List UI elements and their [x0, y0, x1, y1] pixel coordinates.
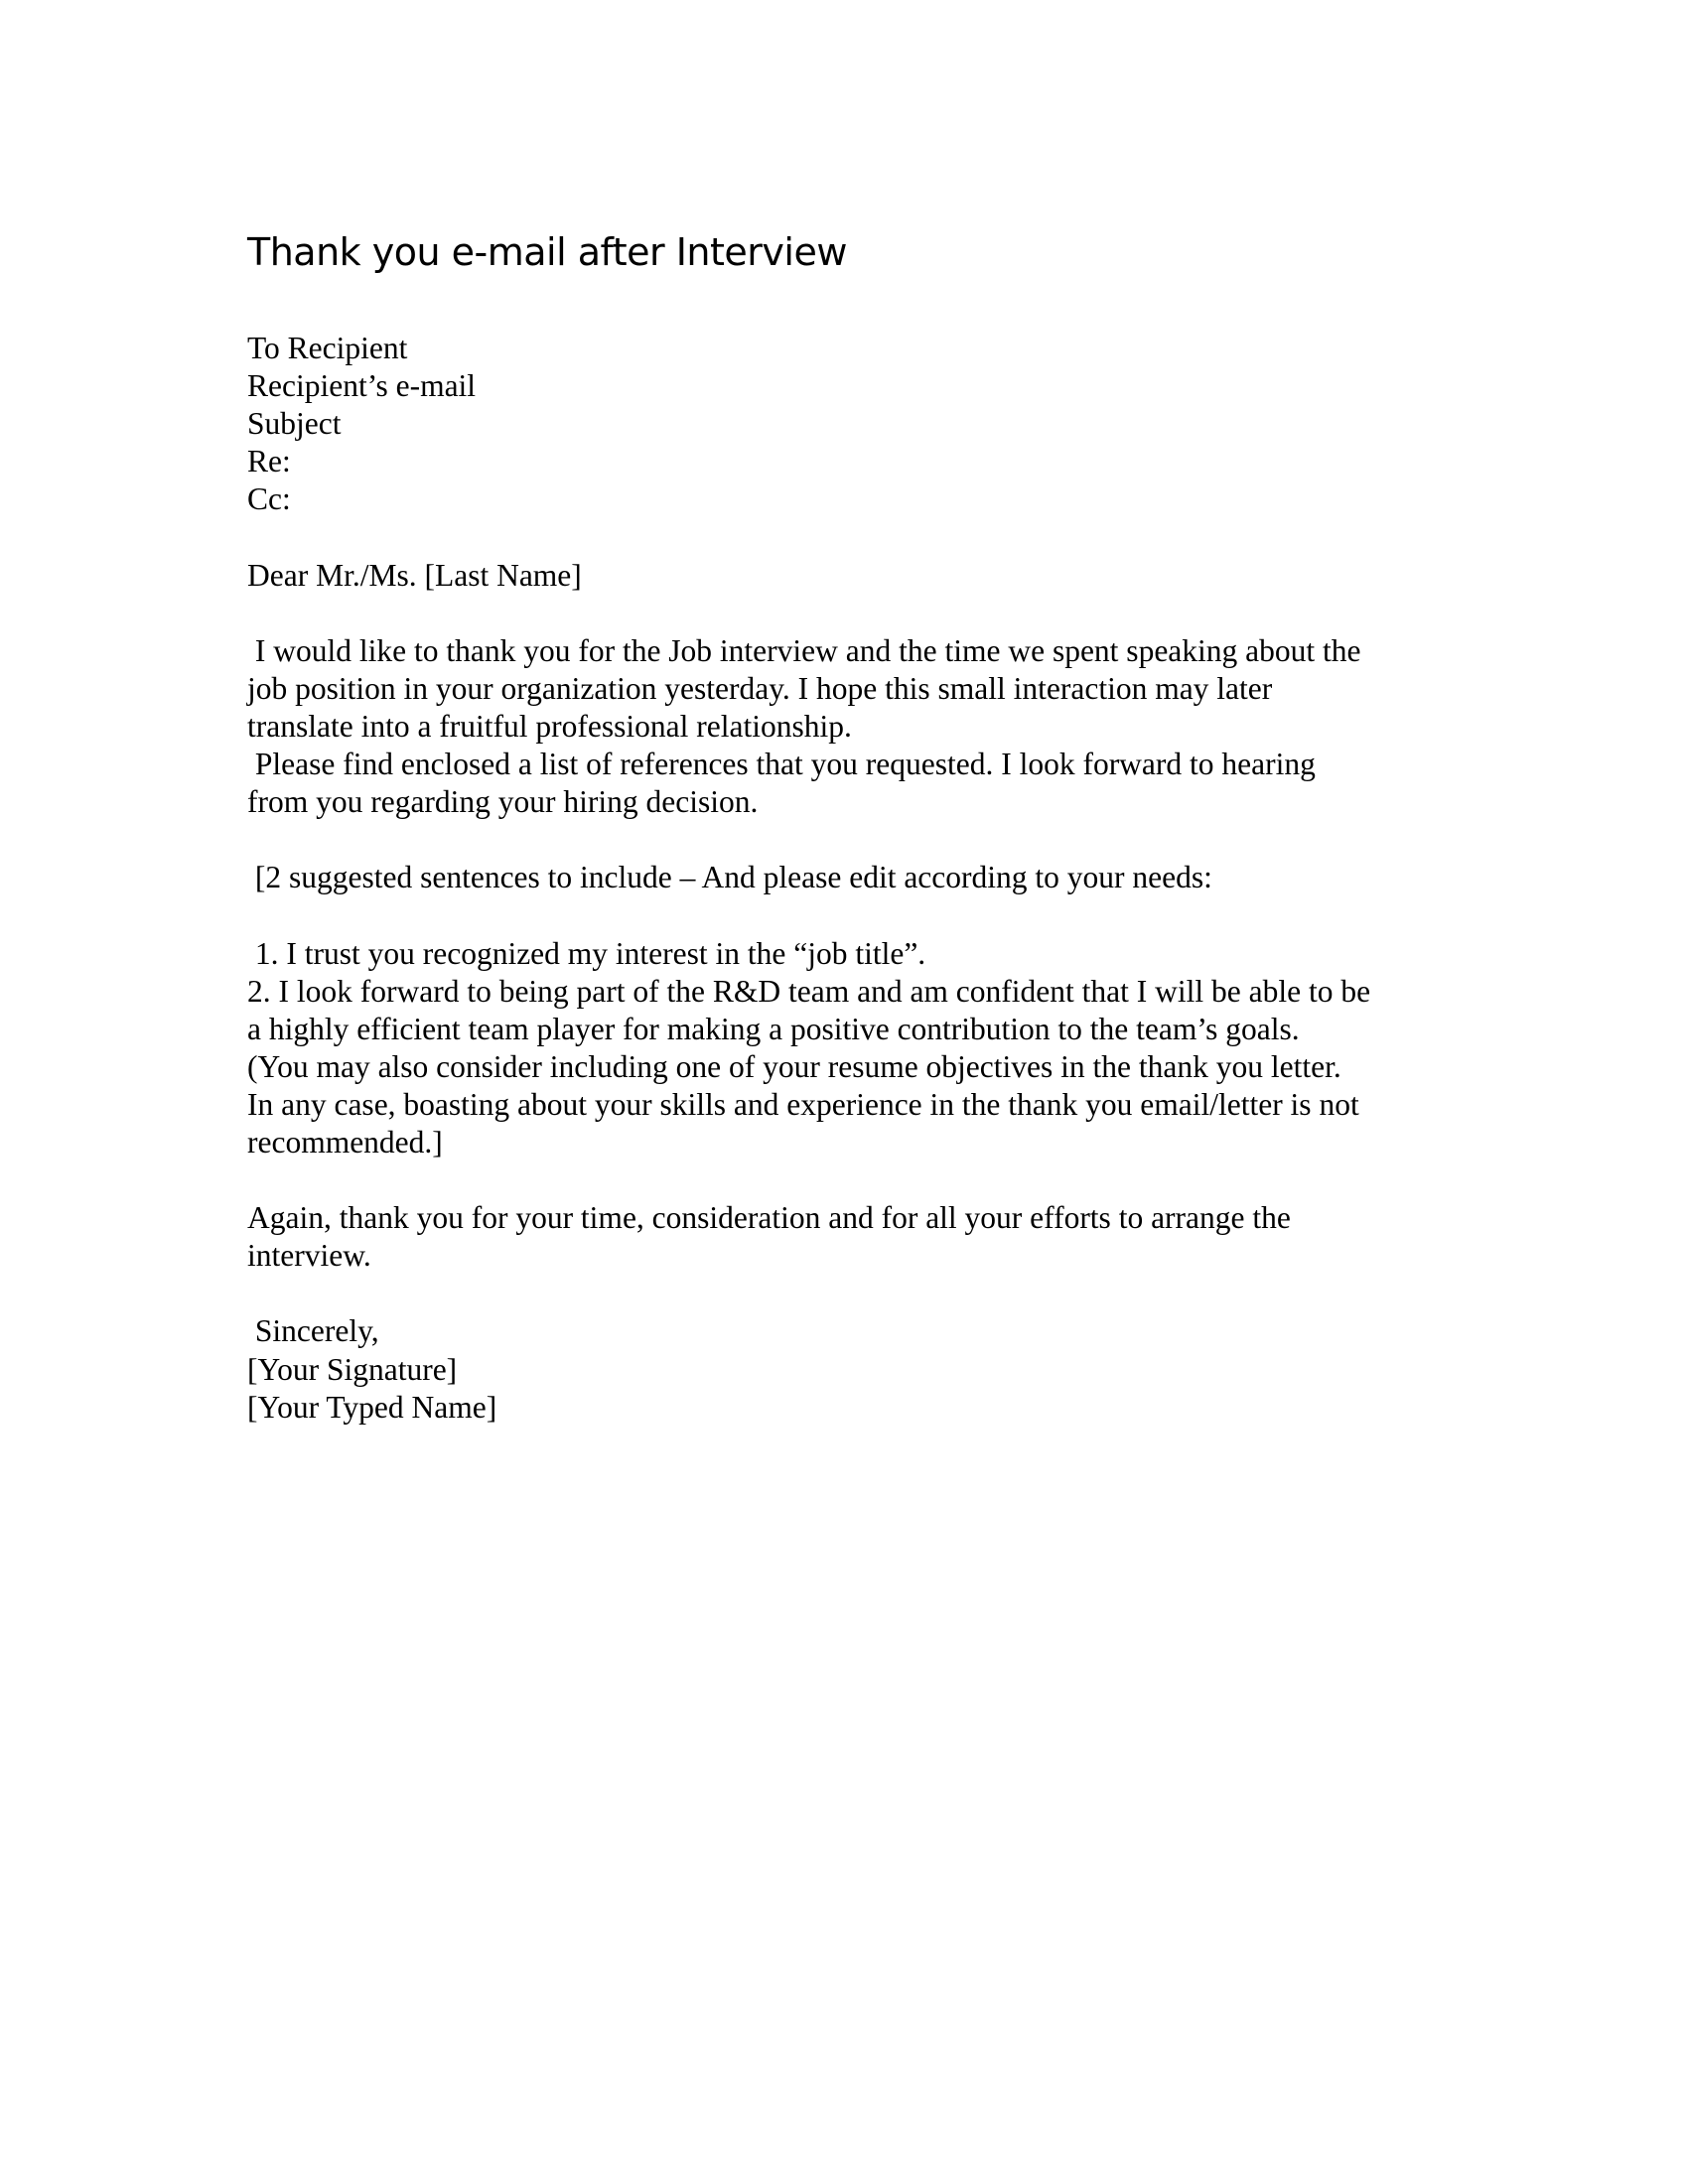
suggestion-line: (You may also consider including one of your resume objectives in the thank you letter. [247, 1048, 1341, 1084]
closing-paragraph [247, 1199, 1469, 1275]
closing-line: interview. [247, 1238, 371, 1274]
spacer [247, 1275, 1469, 1312]
spacer [247, 518, 1469, 556]
letter-header [247, 330, 1469, 518]
spacer [247, 821, 1469, 859]
paragraph-line: translate into a fruitful professional relationship. [247, 708, 852, 744]
suggestion-line: 2. I look forward to being part of the R&D team and am confident that I will be able to be [247, 973, 1371, 1009]
re-line: Re: [247, 444, 291, 479]
suggestions-block [247, 935, 1469, 1162]
subject-line: Subject [247, 406, 342, 442]
cc-line: Cc: [247, 481, 291, 517]
spacer [247, 896, 1469, 934]
paragraph-line: job position in your organization yesterday. I hope this small interaction may later [247, 670, 1273, 706]
typed-name-placeholder: [Your Typed Name] [247, 1389, 497, 1425]
suggestion-intro: [2 suggested sentences to include – And please edit according to your needs: [247, 860, 1212, 895]
paragraph-line: I would like to thank you for the Job interview and the time we spent speaking about the [247, 632, 1361, 668]
recipient-line: To Recipient [247, 331, 408, 365]
paragraph-line: from you regarding your hiring decision. [247, 784, 759, 820]
signoff-block [247, 1312, 1469, 1426]
spacer [247, 1161, 1469, 1199]
suggestion-line: recommended.] [247, 1124, 443, 1160]
paragraph-line: Please find enclosed a list of references that you requested. I look forward to hearing [247, 747, 1316, 782]
closing-salutation: Sincerely, [247, 1313, 379, 1349]
suggestion-line: In any case, boasting about your skills and experience in the thank you email/letter is not [247, 1086, 1359, 1122]
document-title: Thank you e-mail after Interview [247, 230, 847, 274]
signature-placeholder: [Your Signature] [247, 1351, 458, 1387]
spacer [247, 595, 1469, 632]
suggestion-line: a highly efficient team player for making a positive contribution to the team’s goals. [247, 1011, 1300, 1046]
suggestion-line: 1. I trust you recognized my interest in the “job title”. [247, 935, 926, 971]
closing-line: Again, thank you for your time, consideration and for all your efforts to arrange the [247, 1200, 1291, 1236]
letter-body [247, 330, 1469, 1427]
recipient-email-line: Recipient’s e-mail [247, 368, 477, 404]
salutation: Dear Mr./Ms. [Last Name] [247, 557, 582, 593]
paragraph-thanks [247, 632, 1469, 821]
